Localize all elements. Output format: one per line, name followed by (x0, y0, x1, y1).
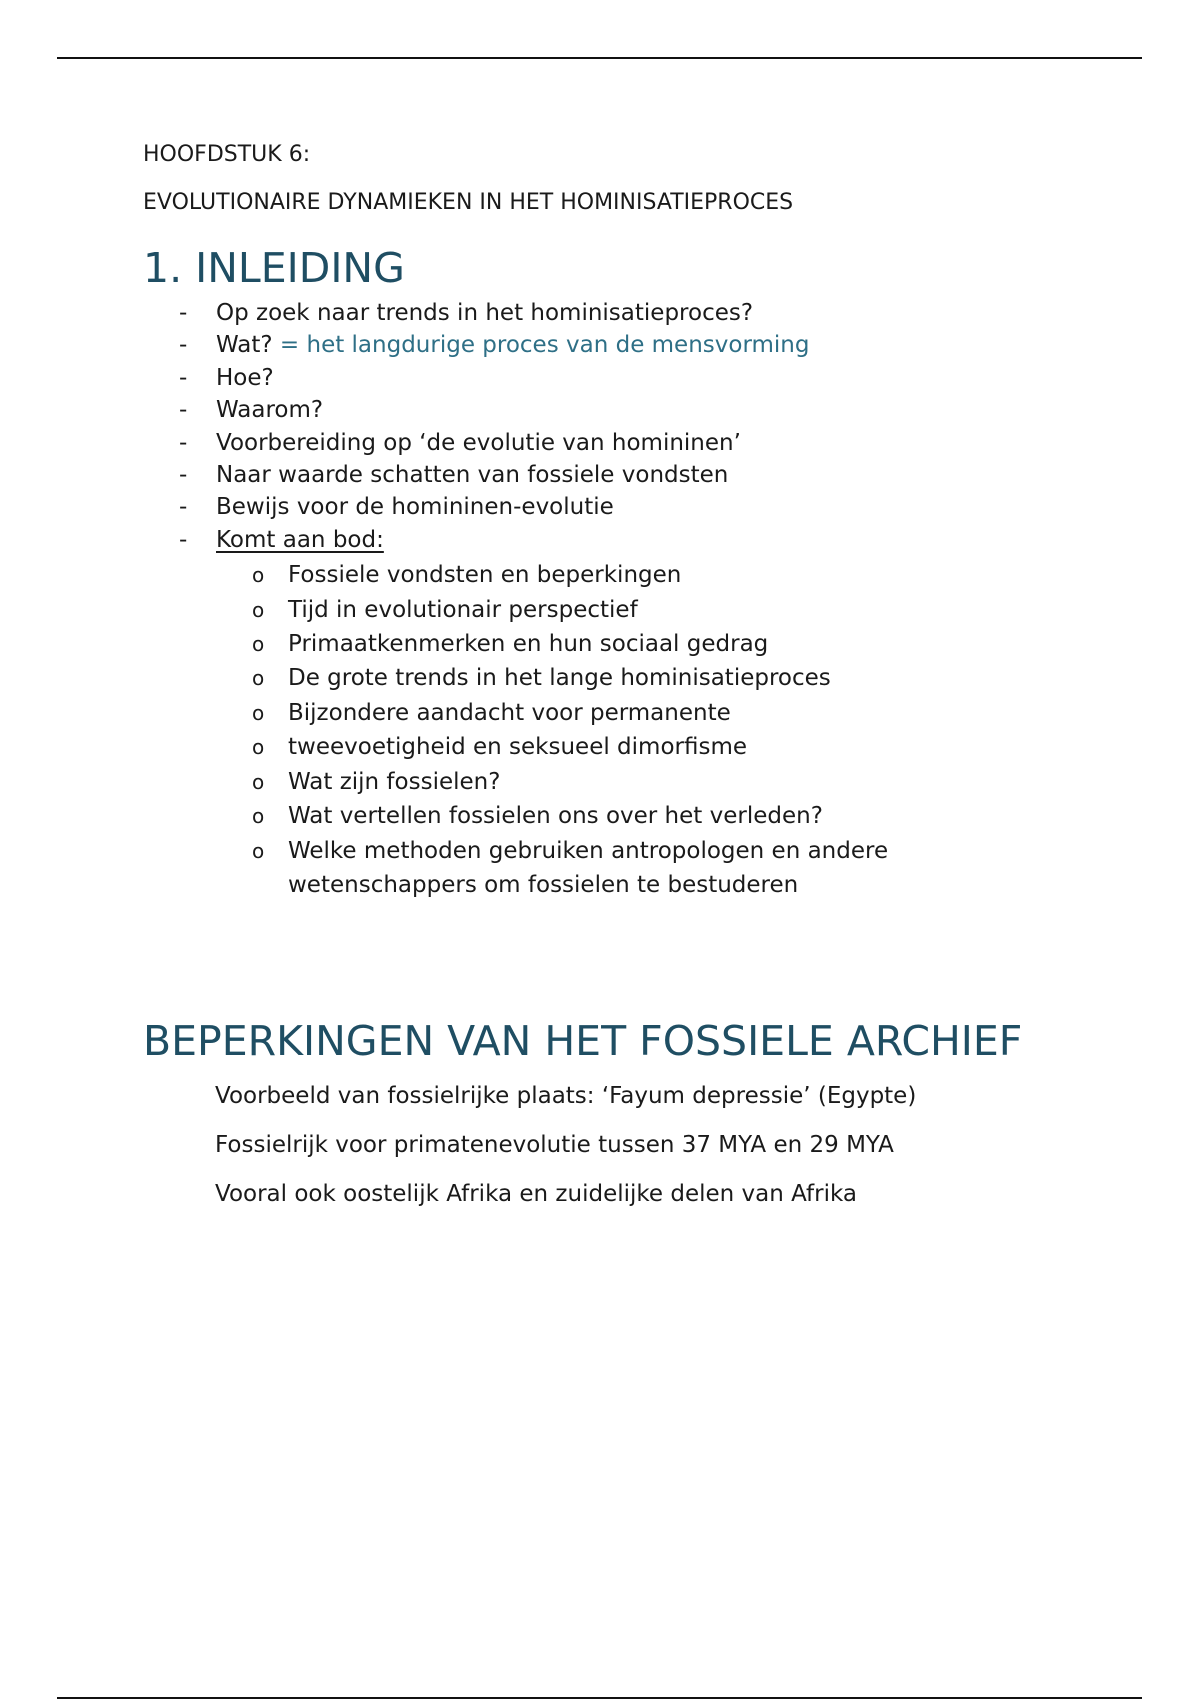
bullet-text: Voorbereiding op ‘de evolutie van homininen’ (216, 429, 741, 456)
sub-marker: o (252, 632, 265, 657)
section-heading-inleiding: 1. INLEIDING (143, 244, 405, 292)
sub-marker: o (252, 804, 265, 829)
list-item (179, 427, 1103, 459)
sub-marker: o (252, 735, 265, 760)
list-item (179, 362, 1103, 394)
sublist-text: Tijd in evolutionair perspectief (288, 596, 638, 623)
sublist-text: Wat zijn fossielen? (288, 768, 501, 795)
dash-marker: - (179, 526, 188, 553)
sub-marker: o (252, 838, 265, 863)
subheading-komt-aan-bod: Komt aan bod: (216, 526, 384, 553)
bullet-text: Wat? (216, 332, 280, 359)
bullet-text: Naar waarde schatten van fossiele vondsten (216, 462, 729, 489)
sublist-item (252, 765, 968, 799)
sublist-item (252, 696, 968, 730)
sublist-item (252, 834, 968, 903)
definition-text: = het langdurige proces van de mensvorming (279, 332, 810, 359)
dash-marker: - (179, 494, 188, 521)
sublist-text: Bijzondere aandacht voor permanente (288, 699, 731, 726)
document-body (143, 140, 1103, 1227)
bullet-text: Bewijs voor de homininen-evolutie (216, 494, 614, 521)
sub-marker: o (252, 769, 265, 794)
paragraph: Vooral ook oostelijk Afrika en zuidelijke delen van Afrika (215, 1181, 857, 1208)
list-item (179, 524, 1103, 902)
bottom-rule (57, 1697, 1142, 1699)
list-item (179, 491, 1103, 523)
sublist-item (252, 661, 968, 695)
sublist-item (252, 730, 968, 764)
dash-marker: - (179, 429, 188, 456)
paragraph: Voorbeeld van fossielrijke plaats: ‘Fayum depressie’ (Egypte) (215, 1083, 917, 1110)
paragraph: Fossielrijk voor primatenevolutie tussen 37 MYA en 29 MYA (215, 1132, 894, 1159)
sublist-text: tweevoetigheid en seksueel dimorfisme (288, 734, 748, 761)
sub-marker: o (252, 666, 265, 691)
sublist-item (252, 593, 968, 627)
sublist-text: Primaatkenmerken en hun sociaal gedrag (288, 631, 769, 658)
bullet-text: Hoe? (216, 364, 274, 391)
top-rule (57, 57, 1142, 59)
sublist-text: Wat vertellen fossielen ons over het verleden? (288, 803, 823, 830)
dash-marker: - (179, 332, 188, 359)
dash-marker: - (179, 397, 188, 424)
dash-marker: - (179, 300, 188, 326)
list-item (179, 329, 1103, 361)
sublist-item (252, 627, 968, 661)
list-item (179, 297, 1103, 329)
topics-sublist (216, 558, 1103, 902)
sublist-text: Welke methoden gebruiken antropologen en andere wetenschappers om fossielen te bestuderen (288, 837, 889, 898)
sub-marker: o (252, 700, 265, 725)
sub-marker: o (252, 563, 265, 588)
sublist-item (252, 558, 968, 592)
chapter-title: EVOLUTIONAIRE DYNAMIEKEN IN HET HOMINISATIEPROCES (143, 190, 794, 215)
bullet-text: Waarom? (216, 397, 324, 424)
list-item (179, 394, 1103, 426)
bullet-text: Op zoek naar trends in het hominisatieproces? (216, 300, 754, 326)
dash-marker: - (179, 462, 188, 489)
sublist-item (252, 799, 968, 833)
sublist-text: De grote trends in het lange hominisatieproces (288, 665, 831, 692)
list-item (179, 459, 1103, 491)
intro-bullet-list (143, 297, 1103, 902)
dash-marker: - (179, 364, 188, 391)
sublist-text: Fossiele vondsten en beperkingen (288, 562, 682, 589)
sub-marker: o (252, 597, 265, 622)
chapter-label: HOOFDSTUK 6: (143, 142, 311, 167)
section-heading-fossiele-archief: BEPERKINGEN VAN HET FOSSIELE ARCHIEF (143, 1017, 1023, 1066)
